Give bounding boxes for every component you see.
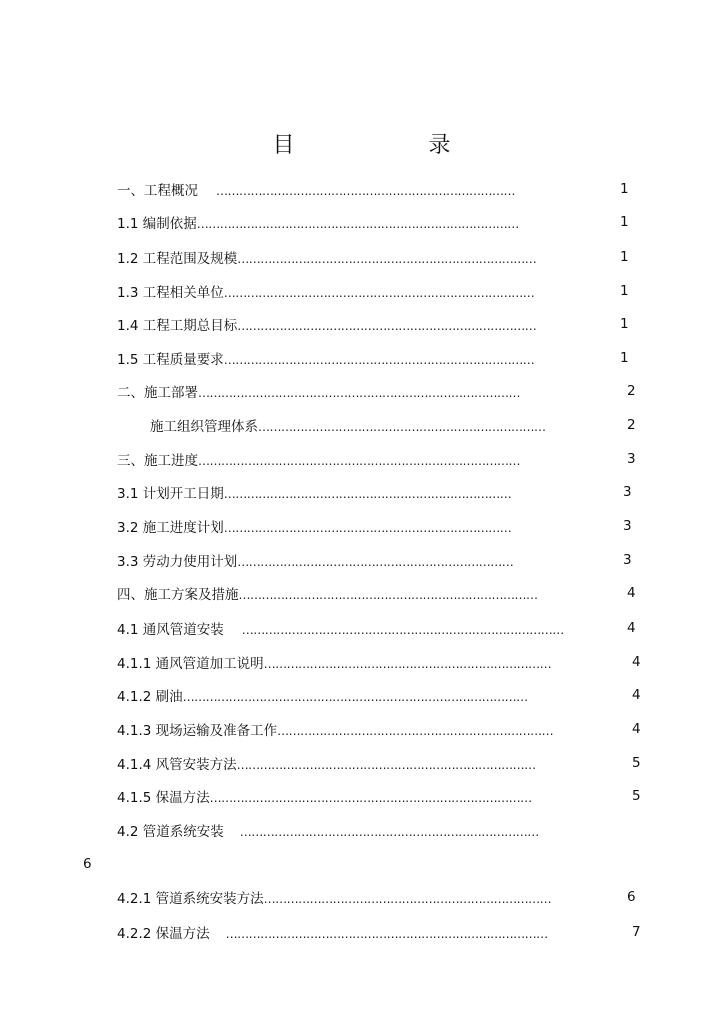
toc-leader: …………………………………………………………………	[223, 487, 512, 501]
toc-entry	[117, 451, 574, 471]
toc-page-number: 2	[627, 417, 636, 433]
toc-leader: …………………………………………………………………………	[196, 217, 519, 231]
toc-page-number: 3	[623, 484, 632, 500]
toc-page-number: 1	[620, 249, 629, 265]
toc-leader: ……………………………………………………………………	[237, 319, 537, 333]
toc-entry	[117, 181, 582, 201]
toc-entry	[117, 518, 569, 538]
toc-leader: ……………………………………………………………………	[238, 588, 538, 602]
toc-entry	[117, 755, 587, 775]
toc-page-number: 4	[632, 687, 641, 703]
toc-entry	[117, 788, 590, 808]
toc-label: 4.1.3 现场运输及准备工作	[117, 723, 278, 739]
toc-label: 4.1.1 通风管道加工说明	[117, 656, 264, 672]
toc-label: 1.2 工程范围及规模	[117, 251, 238, 267]
toc-entry	[117, 249, 567, 269]
toc-label: 4.1.4 风管安装方法	[117, 757, 237, 773]
toc-page-number: 4	[632, 721, 641, 737]
toc-page-number: 2	[627, 383, 636, 399]
toc-leader: ……………………………………………………………………	[216, 184, 515, 198]
toc-label: 4.2.1 管道系统安装方法	[117, 891, 264, 907]
toc-entry	[117, 484, 569, 504]
toc-entry	[117, 350, 569, 370]
toc-entry	[117, 721, 575, 741]
toc-label: 1.5 工程质量要求	[117, 352, 224, 368]
toc-page-number: 3	[623, 518, 632, 534]
toc-page-number-wrapped: 6	[83, 856, 92, 872]
toc-label: 4.1.5 保温方法	[117, 790, 210, 806]
toc-entry	[117, 654, 604, 674]
toc-leader: ………………………………………………………………………	[223, 286, 535, 300]
toc-leader: …………………………………………………………………………	[225, 927, 548, 941]
toc-leader: …………………………………………………………………………	[241, 623, 564, 637]
toc-leader: …………………………………………………………………………	[209, 791, 532, 805]
toc-page-number: 5	[632, 755, 641, 771]
toc-leader: ……………………………………………………………………	[237, 252, 537, 266]
toc-leader: …………………………………………………………………………	[198, 454, 520, 468]
toc-page-number: 1	[620, 283, 629, 299]
toc-leader: ……………………………………………………………………	[236, 758, 536, 772]
toc-label: 3.1 计划开工日期	[117, 486, 224, 502]
toc-leader: ………………………………………………………………	[277, 724, 554, 738]
toc-label: 二、施工部署	[117, 385, 198, 401]
toc-leader: …………………………………………………………………	[263, 892, 552, 906]
toc-entry	[117, 924, 586, 944]
toc-page-number: 7	[632, 924, 641, 940]
toc-page-number: 1	[620, 316, 629, 332]
toc-label: 三、施工进度	[117, 453, 198, 469]
toc-leader: ………………………………………………………………………	[223, 353, 535, 367]
toc-label: 4.2 管道系统安装	[117, 824, 224, 840]
toc-page-number: 1	[620, 214, 629, 230]
toc-leader: …………………………………………………………………………	[198, 386, 520, 400]
toc-label: 3.3 劳动力使用计划	[117, 554, 238, 570]
toc-leader: ………………………………………………………………	[237, 555, 514, 569]
page-title: 目 录	[272, 133, 507, 158]
toc-entry	[117, 214, 571, 234]
toc-page-number: 1	[620, 350, 629, 366]
toc-label: 4.2.2 保温方法	[117, 926, 210, 942]
toc-leader: ……………………………………………………………………	[239, 825, 539, 839]
toc-label: 1.1 编制依据	[117, 216, 197, 232]
toc-entry	[117, 316, 567, 336]
toc-leader: ………………………………………………………………………………	[182, 690, 528, 704]
toc-entry	[117, 552, 555, 572]
toc-entry	[117, 889, 564, 909]
toc-label: 一、工程概况	[117, 183, 198, 199]
toc-label: 3.2 施工进度计划	[117, 520, 224, 536]
toc-entry	[117, 822, 585, 842]
toc-page-number: 3	[623, 552, 632, 568]
toc-page-number: 3	[627, 451, 636, 467]
toc-page-number: 4	[627, 620, 636, 636]
toc-label: 施工组织管理体系	[150, 419, 258, 435]
toc-entry	[150, 417, 576, 437]
toc-page-number: 1	[620, 181, 629, 197]
toc-label: 4.1 通风管道安装	[117, 622, 224, 638]
toc-entry	[117, 585, 569, 605]
toc-page-number: 5	[632, 788, 641, 804]
toc-entry	[117, 383, 576, 403]
toc-label: 4.1.2 刷油	[117, 689, 183, 705]
toc-label: 1.4 工程工期总目标	[117, 318, 238, 334]
toc-label: 1.3 工程相关单位	[117, 285, 224, 301]
toc-entry	[117, 620, 587, 640]
toc-leader: …………………………………………………………………	[223, 521, 512, 535]
toc-page-number: 4	[627, 585, 636, 601]
toc-leader: …………………………………………………………………	[258, 420, 546, 434]
toc-page-number: 4	[632, 654, 641, 670]
toc-entry	[117, 283, 564, 303]
toc-label: 四、施工方案及措施	[117, 587, 239, 603]
toc-page-number: 6	[627, 889, 636, 905]
toc-leader: …………………………………………………………………	[263, 657, 552, 671]
toc-entry	[117, 687, 593, 707]
